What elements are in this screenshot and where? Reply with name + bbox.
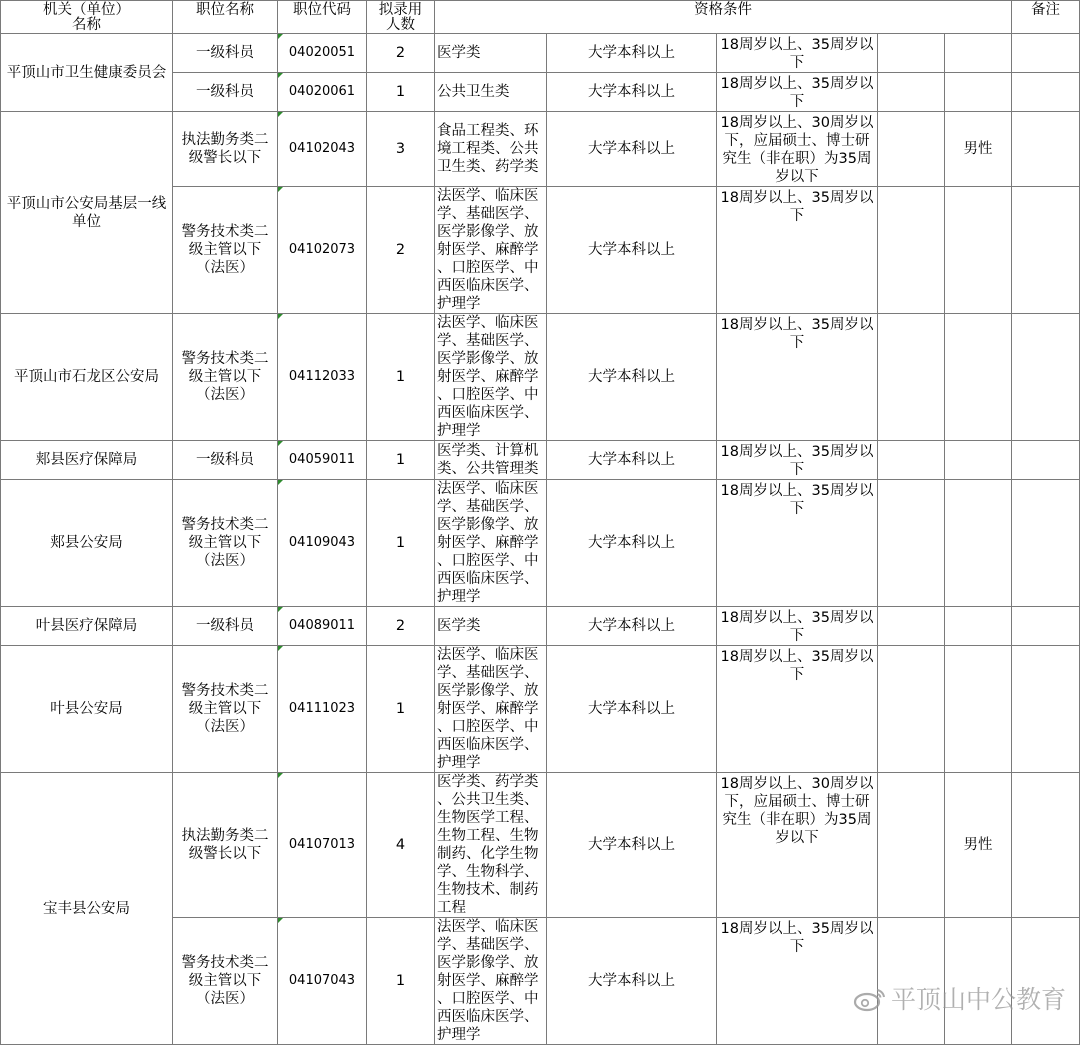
education-cell: 大学本科以上 bbox=[547, 607, 717, 646]
extra-condition-2-cell bbox=[945, 314, 1012, 441]
position-code-cell: 04112033 bbox=[278, 314, 367, 441]
extra-condition-cell bbox=[878, 773, 945, 918]
age-cell: 18周岁以上、35周岁以 下 bbox=[717, 187, 878, 314]
position-code-cell: 04020051 bbox=[278, 34, 367, 73]
position-name-cell: 警务技术类二 级主管以下 （法医） bbox=[173, 480, 278, 607]
age-cell: 18周岁以上、30周岁以 下，应届硕士、博士研 究生（非在职）为35周 岁以下 bbox=[717, 773, 878, 918]
extra-condition-2-cell bbox=[945, 73, 1012, 112]
extra-condition-2-cell bbox=[945, 480, 1012, 607]
extra-condition-2-cell bbox=[945, 607, 1012, 646]
age-cell: 18周岁以上、35周岁以 下 bbox=[717, 314, 878, 441]
major-cell: 法医学、临床医 学、基础医学、 医学影像学、放 射医学、麻醉学 、口腔医学、中 西医临床医学、 护理学 bbox=[435, 646, 547, 773]
extra-condition-2-cell bbox=[945, 646, 1012, 773]
position-code-cell: 04107013 bbox=[278, 773, 367, 918]
education-cell: 大学本科以上 bbox=[547, 34, 717, 73]
major-cell: 法医学、临床医 学、基础医学、 医学影像学、放 射医学、麻醉学 、口腔医学、中 西医临床医学、 护理学 bbox=[435, 314, 547, 441]
major-cell: 法医学、临床医 学、基础医学、 医学影像学、放 射医学、麻醉学 、口腔医学、中 西医临床医学、 护理学 bbox=[435, 187, 547, 314]
unit-cell: 叶县公安局 bbox=[1, 646, 173, 773]
count-cell: 2 bbox=[367, 607, 435, 646]
count-cell: 1 bbox=[367, 441, 435, 480]
extra-condition-cell bbox=[878, 607, 945, 646]
extra-condition-2-cell bbox=[945, 441, 1012, 480]
table-row bbox=[1, 441, 1080, 480]
education-cell: 大学本科以上 bbox=[547, 918, 717, 1045]
count-cell: 1 bbox=[367, 73, 435, 112]
table-row bbox=[1, 480, 1080, 607]
position-name-cell: 一级科员 bbox=[173, 607, 278, 646]
age-cell: 18周岁以上、35周岁以 下 bbox=[717, 34, 878, 73]
header-position-code: 职位代码 bbox=[278, 1, 367, 34]
unit-cell: 平顶山市石龙区公安局 bbox=[1, 314, 173, 441]
major-cell: 医学类、药学类 、公共卫生类、 生物医学工程、 生物工程、生物 制药、化学生物 学、生物科学、 生物技术、制药 工程 bbox=[435, 773, 547, 918]
age-cell: 18周岁以上、35周岁以 下 bbox=[717, 73, 878, 112]
position-code-cell: 04102073 bbox=[278, 187, 367, 314]
extra-condition-cell bbox=[878, 187, 945, 314]
header-qualifications: 资格条件 bbox=[435, 1, 1012, 34]
position-name-cell: 一级科员 bbox=[173, 73, 278, 112]
remark-cell bbox=[1012, 34, 1080, 73]
position-code-cell: 04107043 bbox=[278, 918, 367, 1045]
count-cell: 2 bbox=[367, 34, 435, 73]
extra-condition-cell bbox=[878, 73, 945, 112]
education-cell: 大学本科以上 bbox=[547, 646, 717, 773]
position-code-cell: 04102043 bbox=[278, 112, 367, 187]
table-row bbox=[1, 773, 1080, 918]
table-row bbox=[1, 34, 1080, 73]
position-name-cell: 警务技术类二 级主管以下 （法医） bbox=[173, 646, 278, 773]
extra-condition-cell bbox=[878, 480, 945, 607]
extra-condition-cell bbox=[878, 646, 945, 773]
remark-cell bbox=[1012, 73, 1080, 112]
extra-condition-cell bbox=[878, 441, 945, 480]
education-cell: 大学本科以上 bbox=[547, 773, 717, 918]
watermark: 平顶山中公教育 bbox=[853, 980, 1066, 1016]
position-name-cell: 执法勤务类二 级警长以下 bbox=[173, 112, 278, 187]
count-cell: 1 bbox=[367, 646, 435, 773]
remark-cell bbox=[1012, 112, 1080, 187]
unit-cell: 平顶山市公安局基层一线 单位 bbox=[1, 112, 173, 314]
weibo-logo-icon bbox=[853, 986, 887, 1012]
header-unit: 机关（单位） 名称 bbox=[1, 1, 173, 34]
extra-condition-2-cell bbox=[945, 34, 1012, 73]
table-row bbox=[1, 607, 1080, 646]
position-name-cell: 警务技术类二 级主管以下 （法医） bbox=[173, 187, 278, 314]
position-name-cell: 执法勤务类二 级警长以下 bbox=[173, 773, 278, 918]
major-cell: 医学类 bbox=[435, 607, 547, 646]
extra-condition-cell bbox=[878, 34, 945, 73]
remark-cell bbox=[1012, 480, 1080, 607]
position-code-cell: 04089011 bbox=[278, 607, 367, 646]
position-name-cell: 一级科员 bbox=[173, 441, 278, 480]
position-name-cell: 警务技术类二 级主管以下 （法医） bbox=[173, 314, 278, 441]
extra-condition-2-cell: 男性 bbox=[945, 773, 1012, 918]
remark-cell bbox=[1012, 441, 1080, 480]
unit-cell: 叶县医疗保障局 bbox=[1, 607, 173, 646]
extra-condition-2-cell: 男性 bbox=[945, 112, 1012, 187]
education-cell: 大学本科以上 bbox=[547, 73, 717, 112]
extra-condition-2-cell bbox=[945, 187, 1012, 314]
remark-cell bbox=[1012, 314, 1080, 441]
major-cell: 医学类 bbox=[435, 34, 547, 73]
unit-cell: 郏县医疗保障局 bbox=[1, 441, 173, 480]
position-code-cell: 04020061 bbox=[278, 73, 367, 112]
age-cell: 18周岁以上、35周岁以 下 bbox=[717, 918, 878, 1045]
major-cell: 公共卫生类 bbox=[435, 73, 547, 112]
age-cell: 18周岁以上、35周岁以 下 bbox=[717, 646, 878, 773]
education-cell: 大学本科以上 bbox=[547, 314, 717, 441]
header-position-name: 职位名称 bbox=[173, 1, 278, 34]
major-cell: 医学类、计算机 类、公共管理类 bbox=[435, 441, 547, 480]
position-name-cell: 警务技术类二 级主管以下 （法医） bbox=[173, 918, 278, 1045]
age-cell: 18周岁以上、35周岁以 下 bbox=[717, 441, 878, 480]
education-cell: 大学本科以上 bbox=[547, 187, 717, 314]
education-cell: 大学本科以上 bbox=[547, 480, 717, 607]
remark-cell bbox=[1012, 187, 1080, 314]
position-name-cell: 一级科员 bbox=[173, 34, 278, 73]
age-cell: 18周岁以上、35周岁以 下 bbox=[717, 480, 878, 607]
table-row bbox=[1, 314, 1080, 441]
remark-cell bbox=[1012, 646, 1080, 773]
major-cell: 食品工程类、环 境工程类、公共 卫生类、药学类 bbox=[435, 112, 547, 187]
count-cell: 1 bbox=[367, 480, 435, 607]
age-cell: 18周岁以上、35周岁以 下 bbox=[717, 607, 878, 646]
remark-cell bbox=[1012, 607, 1080, 646]
position-code-cell: 04109043 bbox=[278, 480, 367, 607]
age-cell: 18周岁以上、30周岁以 下，应届硕士、博士研 究生（非在职）为35周 岁以下 bbox=[717, 112, 878, 187]
count-cell: 1 bbox=[367, 918, 435, 1045]
position-code-cell: 04059011 bbox=[278, 441, 367, 480]
table-row bbox=[1, 646, 1080, 773]
education-cell: 大学本科以上 bbox=[547, 441, 717, 480]
count-cell: 3 bbox=[367, 112, 435, 187]
unit-cell: 宝丰县公安局 bbox=[1, 773, 173, 1045]
header-remarks: 备注 bbox=[1012, 1, 1080, 34]
major-cell: 法医学、临床医 学、基础医学、 医学影像学、放 射医学、麻醉学 、口腔医学、中 西医临床医学、 护理学 bbox=[435, 480, 547, 607]
header-count: 拟录用 人数 bbox=[367, 1, 435, 34]
remark-cell bbox=[1012, 773, 1080, 918]
position-code-cell: 04111023 bbox=[278, 646, 367, 773]
count-cell: 4 bbox=[367, 773, 435, 918]
extra-condition-cell bbox=[878, 314, 945, 441]
count-cell: 2 bbox=[367, 187, 435, 314]
major-cell: 法医学、临床医 学、基础医学、 医学影像学、放 射医学、麻醉学 、口腔医学、中 西医临床医学、 护理学 bbox=[435, 918, 547, 1045]
header-row bbox=[1, 1, 1080, 34]
count-cell: 1 bbox=[367, 314, 435, 441]
unit-cell: 郏县公安局 bbox=[1, 480, 173, 607]
unit-cell: 平顶山市卫生健康委员会 bbox=[1, 34, 173, 112]
education-cell: 大学本科以上 bbox=[547, 112, 717, 187]
extra-condition-cell bbox=[878, 112, 945, 187]
table-row bbox=[1, 112, 1080, 187]
